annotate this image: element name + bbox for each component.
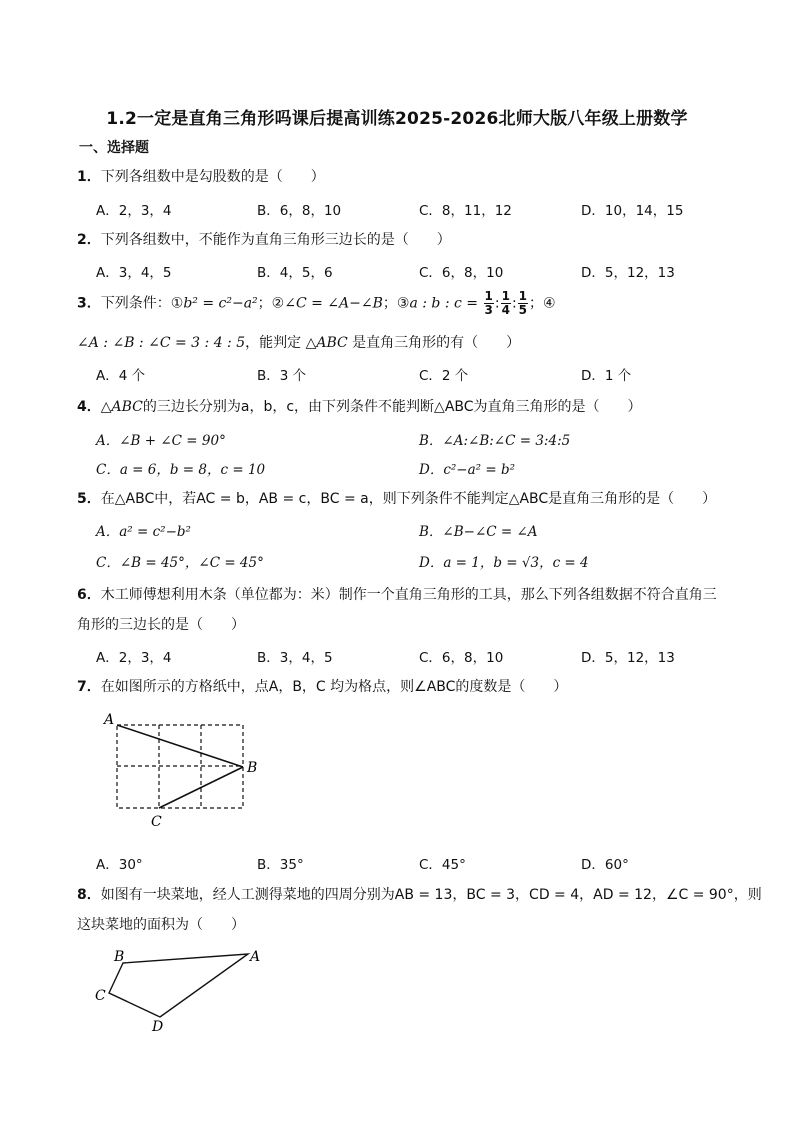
point-label-b: B bbox=[114, 949, 125, 965]
option-a: A．4 个 bbox=[96, 368, 146, 384]
option-d: D．5，12，13 bbox=[581, 265, 675, 281]
question-text: ，能判定 bbox=[245, 335, 302, 351]
option-c: C．6，8，10 bbox=[419, 265, 504, 281]
option-d: D．1 个 bbox=[581, 368, 632, 384]
question-8-line-2: 这块菜地的面积为（ ） bbox=[77, 917, 245, 933]
condition-4: ∠A : ∠B : ∠C = 3 : 4 : 5 bbox=[77, 335, 246, 351]
section-heading: 一、选择题 bbox=[79, 140, 149, 156]
segment-cb bbox=[159, 767, 243, 808]
question-number: 7． bbox=[77, 679, 101, 695]
question-text: 下列各组数中是勾股数的是（ ） bbox=[100, 169, 325, 185]
question-text: 的三边长分别为a，b，c，由下列条件不能判断△ABC为直角三角形的是（ ） bbox=[142, 399, 642, 415]
separator: ；④ bbox=[529, 295, 556, 312]
condition-3: a : b : c = bbox=[409, 295, 479, 312]
question-text: 是直角三角形的有（ ） bbox=[352, 335, 521, 351]
option-d: D．5，12，13 bbox=[581, 650, 675, 666]
option-b: B．3 个 bbox=[257, 368, 307, 384]
question-text: 下列各组数中，不能作为直角三角形三边长的是（ ） bbox=[100, 232, 451, 248]
fraction: $\frac{1}{5}$ bbox=[518, 289, 528, 317]
option-b: B．6，8，10 bbox=[257, 203, 342, 219]
separator: ；② bbox=[257, 295, 285, 312]
fraction: $\frac{1}{3}$ bbox=[484, 289, 493, 317]
option-b: B．3，4，5 bbox=[257, 650, 333, 666]
question-number: 3． bbox=[77, 295, 101, 312]
question-6-line-2: 角形的三边长的是（ ） bbox=[77, 617, 245, 633]
question-8 bbox=[77, 884, 762, 904]
option-c: C．45° bbox=[419, 857, 466, 873]
option-c: C．a = 6，b = 8，c = 10 bbox=[96, 462, 266, 478]
page-title: 1.2一定是直角三角形吗课后提高训练2025-2026北师大版八年级上册数学 bbox=[106, 109, 688, 129]
point-label-c: C bbox=[151, 814, 162, 830]
question-number: 5． bbox=[77, 491, 101, 507]
question-number: 8． bbox=[77, 887, 101, 903]
fraction: $\frac{1}{4}$ bbox=[501, 289, 510, 317]
triangle-name: △ABC bbox=[100, 399, 143, 415]
question-text: 下列条件：① bbox=[100, 295, 184, 312]
option-c: C．∠B = 45°，∠C = 45° bbox=[96, 555, 264, 571]
option-c: C．6，8，10 bbox=[419, 650, 504, 666]
question-text: 如图有一块菜地，经人工测得菜地的四周分别为AB = 13，BC = 3，CD = 4，AD = 12，∠C = 90°，则 bbox=[100, 887, 762, 903]
question-number: 6． bbox=[77, 587, 101, 603]
question-text: 在△ABC中，若AC = b，AB = c，BC = a，则下列条件不能判定△ABC是直角三角形的是（ ） bbox=[100, 491, 717, 507]
point-label-d: D bbox=[152, 1019, 164, 1035]
option-a: A．30° bbox=[96, 857, 143, 873]
point-label-c: C bbox=[95, 988, 106, 1004]
option-b: B．4，5，6 bbox=[257, 265, 333, 281]
quadrilateral-abcd bbox=[109, 954, 248, 1017]
separator: ；③ bbox=[382, 295, 410, 312]
question-number: 2． bbox=[77, 232, 101, 248]
option-a: A．a² = c²−b² bbox=[96, 524, 191, 540]
question-3: 3．下列条件：①b² = c²−a²；②∠C = ∠A−∠B；③a : b : c = $\frac{1}{3}$ : $\frac{1}{4}$ : $\frac{1}{5}$ ；④ bbox=[77, 289, 556, 317]
option-c: C．8，11，12 bbox=[419, 203, 512, 219]
option-d: D．c²−a² = b² bbox=[419, 462, 516, 478]
option-d: D．a = 1，b = √3，c = 4 bbox=[419, 555, 589, 571]
condition-2: ∠C = ∠A−∠B bbox=[284, 295, 383, 312]
option-a: A．∠B + ∠C = 90° bbox=[96, 433, 226, 449]
question-text: 在如图所示的方格纸中，点A，B，C 均为格点，则∠ABC的度数是（ ） bbox=[100, 679, 568, 695]
option-a: A．3，4，5 bbox=[96, 265, 172, 281]
option-b: B．35° bbox=[257, 857, 304, 873]
triangle-name: △ABC bbox=[305, 335, 348, 351]
option-d: D．60° bbox=[581, 857, 629, 873]
option-c: C．2 个 bbox=[419, 368, 469, 384]
option-b: B．∠A:∠B:∠C = 3:4:5 bbox=[419, 433, 571, 449]
question-text: 木工师傅想利用木条（单位都为：米）制作一个直角三角形的工具，那么下列各组数据不符合直角三 bbox=[100, 587, 717, 603]
option-a: A．2，3，4 bbox=[96, 203, 172, 219]
condition-1: b² = c²−a² bbox=[183, 295, 258, 312]
option-d: D．10，14，15 bbox=[581, 203, 684, 219]
point-label-a: A bbox=[250, 949, 261, 965]
question-number: 1． bbox=[77, 169, 101, 185]
question-number: 4． bbox=[77, 399, 101, 415]
option-a: A．2，3，4 bbox=[96, 650, 172, 666]
point-label-a: A bbox=[104, 712, 115, 728]
option-b: B．∠B−∠C = ∠A bbox=[419, 524, 538, 540]
segment-ab bbox=[117, 725, 243, 767]
point-label-b: B bbox=[247, 760, 258, 776]
